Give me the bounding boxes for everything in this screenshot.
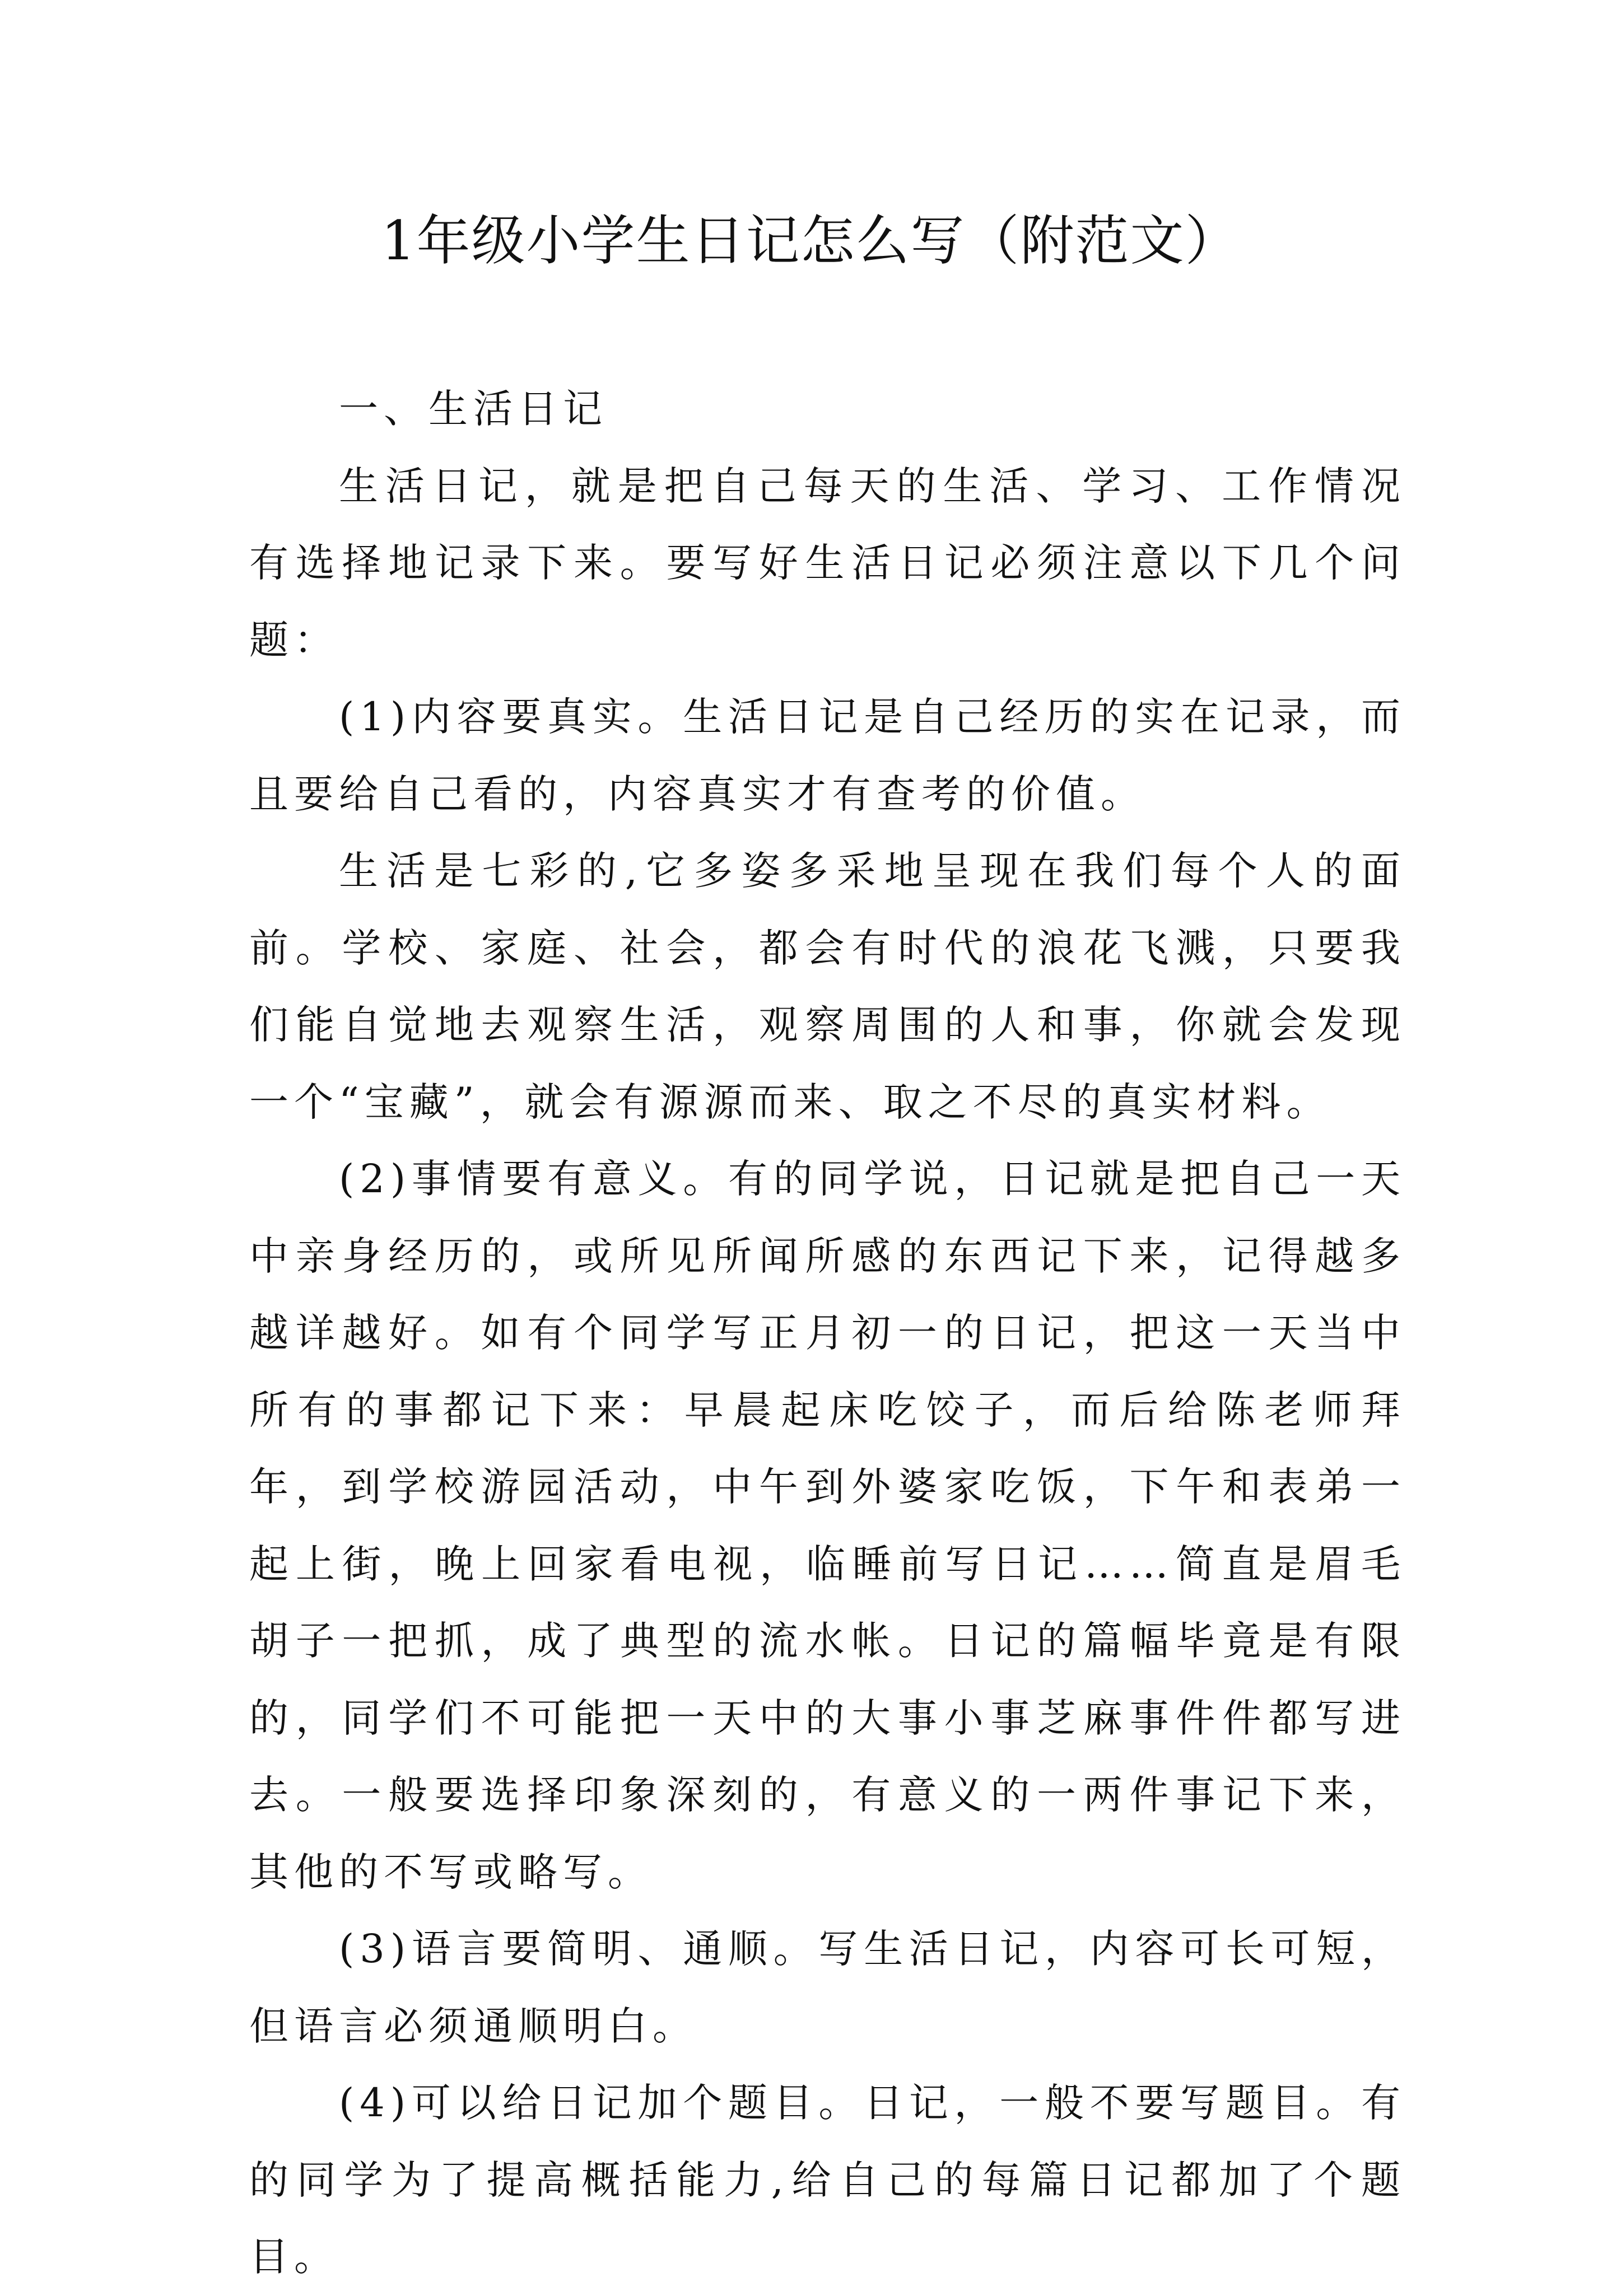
paragraph: 生活是七彩的,它多姿多采地呈现在我们每个人的面前。学校、家庭、社会，都会有时代的浪花飞溅，只要我们能自觉地去观察生活，观察周围的人和事，你就会发现一个“宝藏”，就会有源源而来、取之不尽的真实材料。 — [249, 848, 1406, 1125]
paragraph: (1)内容要真实。生活日记是自己经历的实在记录，而且要给自己看的，内容真实才有查考的价值。 — [249, 694, 1406, 817]
section-heading: 一、生活日记 — [339, 386, 608, 432]
document-body — [249, 371, 1406, 2296]
paragraph: (3)语言要简明、通顺。写生活日记，内容可长可短，但语言必须通顺明白。 — [249, 1926, 1406, 2049]
paragraph: (4)可以给日记加个题目。日记，一般不要写题目。有的同学为了提高概括能力,给自己的每篇日记都加了个题目。 — [249, 2080, 1406, 2280]
paragraph: 生活日记，就是把自己每天的生活、学习、工作情况有选择地记录下来。要写好生活日记必须注意以下几个问题： — [249, 463, 1406, 663]
document-title: 1年级小学生日记怎么写（附范文） — [381, 209, 1240, 272]
paragraph: (2)事情要有意义。有的同学说，日记就是把自己一天中亲身经历的，或所见所闻所感的东西记下来，记得越多越详越好。如有个同学写正月初一的日记，把这一天当中所有的事都记下来：早晨起床吃饺子，而后给陈老师拜年，到学校游园活动，中午到外婆家吃饭，下午和表弟一起上街，晚上回家看电视，临睡前写日记……简直是眉毛胡子一把抓，成了典型的流水帐。日记的篇幅毕竟是有限的，同学们不可能把一天中的大事小事芝麻事件件都写进去。一般要选择印象深刻的，有意义的一两件事记下来，其他的不写或略写。 — [249, 1156, 1406, 1895]
